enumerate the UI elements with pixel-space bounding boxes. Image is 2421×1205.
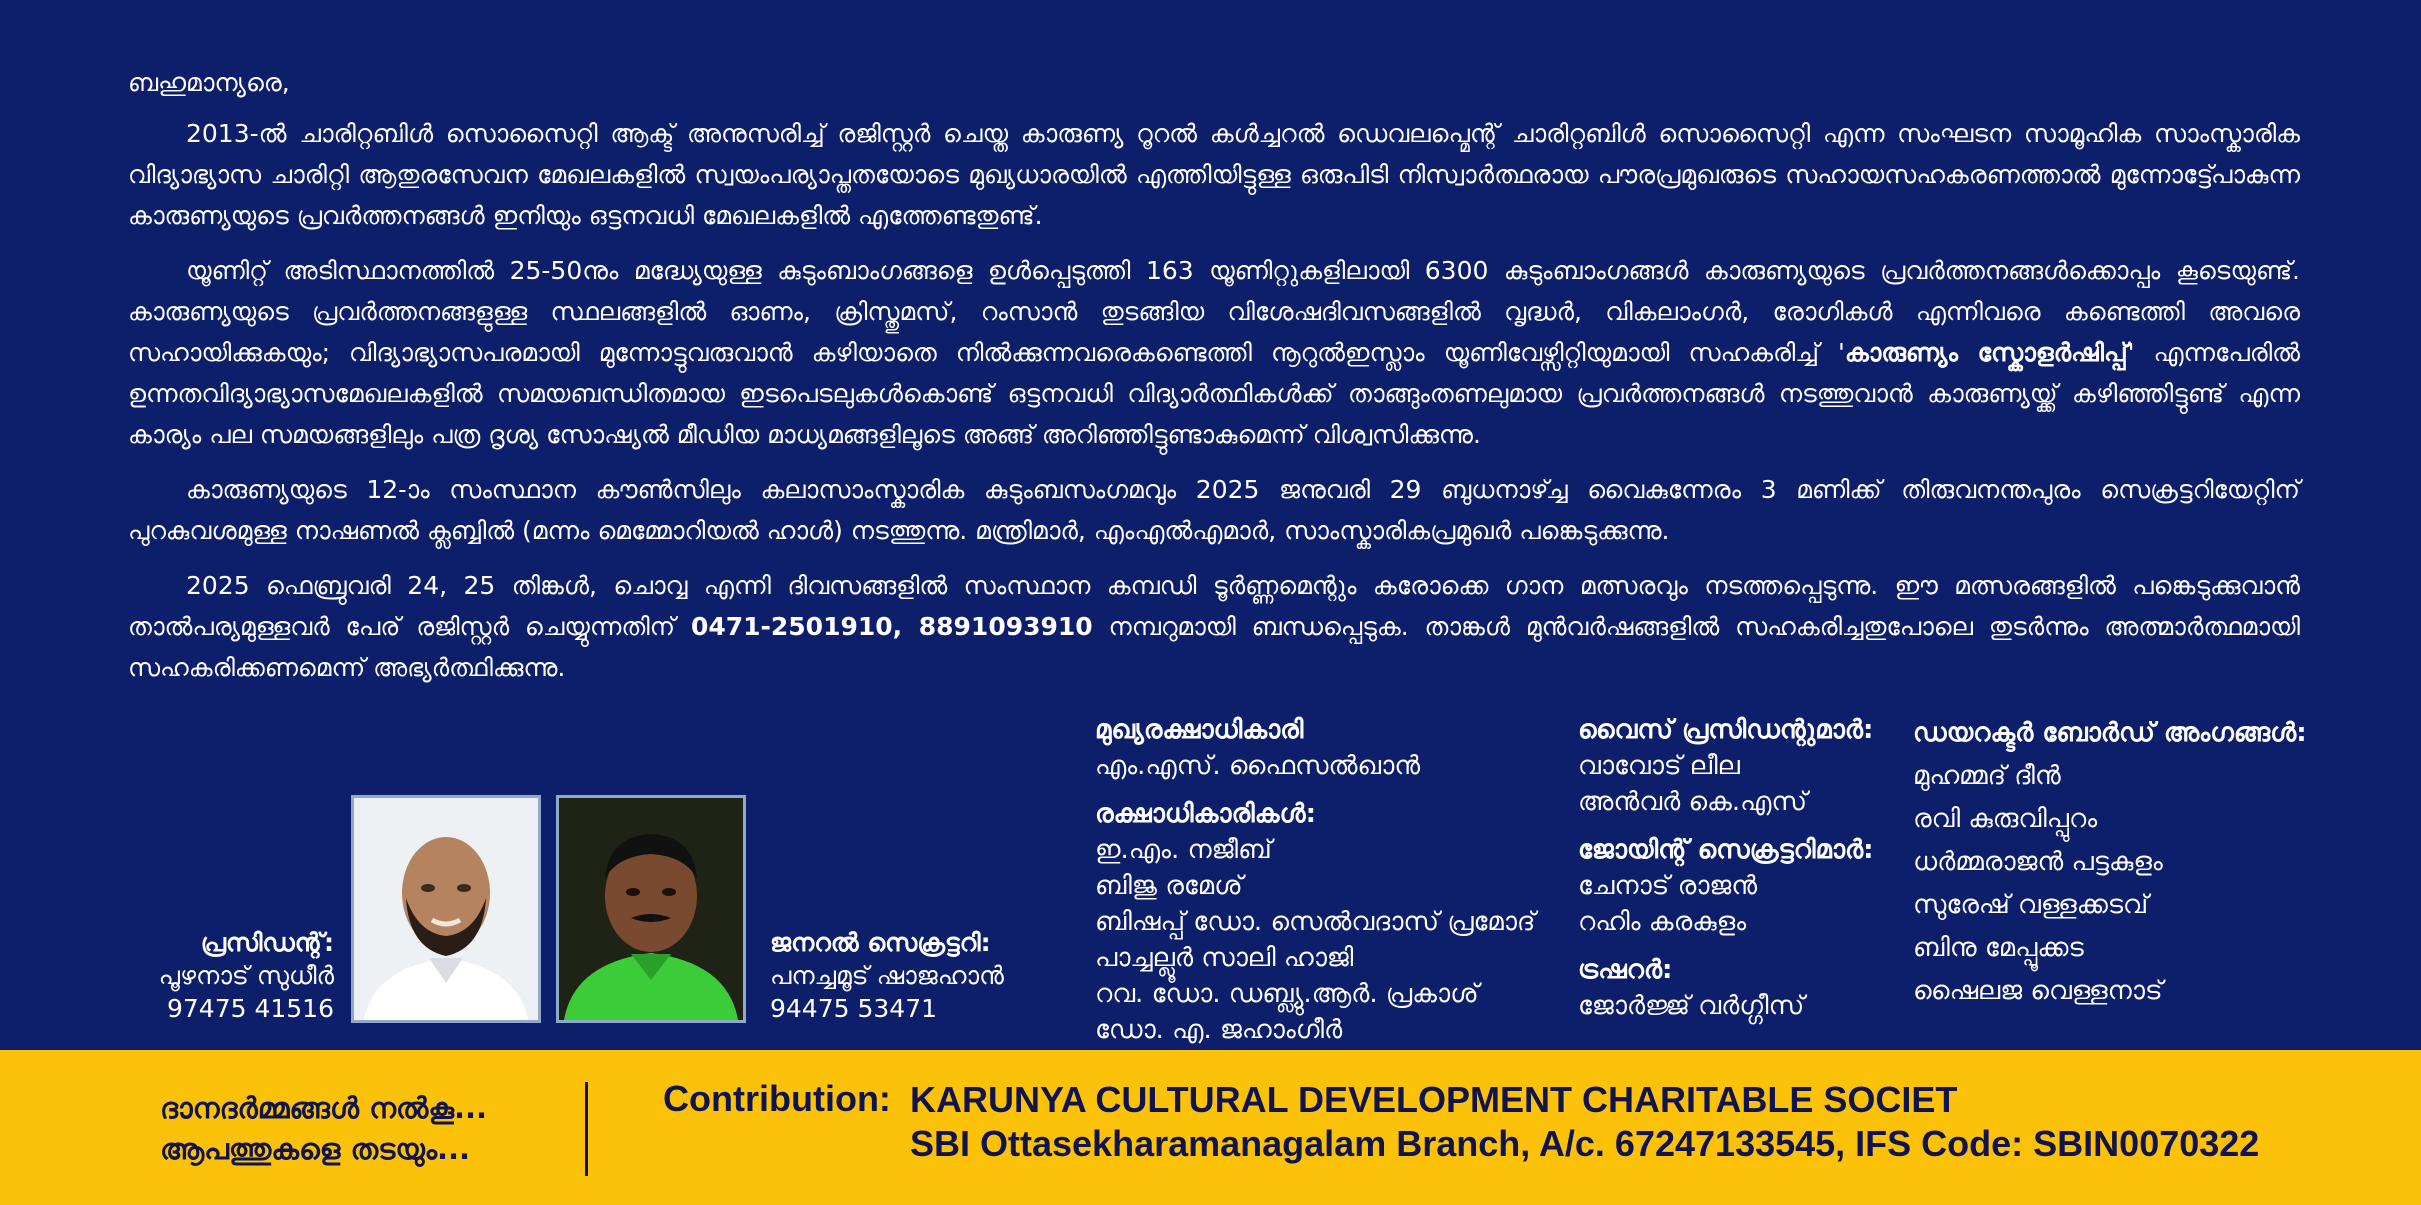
joint-secretary-name: ചേനാട് രാജൻ — [1578, 871, 1758, 901]
patron-name: റവ. ഡോ. ഡബ്ല്യു.ആർ. പ്രകാശ് — [1095, 979, 1479, 1009]
account-name: KARUNYA CULTURAL DEVELOPMENT CHARITABLE SOCIET — [910, 1079, 1958, 1120]
president-phone: 97475 41516 — [166, 994, 334, 1023]
secretary-photo — [556, 795, 746, 1023]
chief-patron-title: മുഖ്യരക്ഷാധികാരി — [1095, 715, 1304, 745]
joint-secretary-name: റഹിം കരകുളം — [1578, 907, 1747, 937]
secretary-name: പനച്ചമൂട് ഷാജഹാൻ — [770, 961, 1004, 990]
president-photo — [351, 795, 541, 1023]
slogan-line-1: ദാനദർമ്മങ്ങൾ നൽകൂ... — [160, 1091, 487, 1125]
president-name: പൂഴനാട് സുധീർ — [158, 961, 334, 990]
vice-presidents-title: വൈസ് പ്രസിഡന്റുമാർ: — [1578, 715, 1874, 745]
officers-column — [1578, 712, 1898, 1024]
board-member-name: സുരേഷ് വള്ളക്കടവ് — [1913, 890, 2149, 920]
patrons-column — [1095, 712, 1555, 1048]
bank-details: SBI Ottasekharamanagalam Branch, A/c. 67247133545, IFS Code: SBIN0070322 — [910, 1123, 2260, 1164]
paragraph-4-text-a: 2025 ഫെബ്രുവരി 24, 25 തിങ്കൾ, ചൊവ്വ എന്നി ദിവസങ്ങളിൽ സംസ്ഥാന കമ്പഡി ടൂർണ്ണമെന്റും കരോക്കെ ഗാന മത്സരവും നടത്തപ്പെടുന്നു. ഈ മത്സരങ്ങളിൽ പങ്കെടുക്കുവാൻ താൽപര്യമുള്ളവർ പേര് രജിസ്റ്റർ ചെയ്യുന്നതിന് — [128, 571, 2300, 641]
board-member-name: ബിനു മേപ്പൂക്കട — [1913, 933, 2084, 963]
contribution-label: Contribution: — [663, 1078, 891, 1119]
secretary-portrait-image — [559, 798, 743, 1020]
joint-secretaries-title: ജോയിന്റ് സെക്രട്ടറിമാർ: — [1578, 835, 1874, 865]
bank-account-info — [910, 1078, 2259, 1166]
board-column — [1913, 712, 2333, 1013]
patron-name: ബിഷപ്പ് ഡോ. സെൽവദാസ് പ്രമോദ് — [1095, 907, 1536, 937]
vice-president-name: വാവോട് ലീല — [1578, 751, 1740, 781]
paragraph-1: 2013-ൽ ചാരിറ്റബിൾ സൊസൈറ്റി ആക്ട് അനുസരിച്ച് രജിസ്റ്റർ ചെയ്ത കാരുണ്യ റൂറൽ കൾച്ചറൽ ഡെവലപ്മെന്റ് ചാരിറ്റബിൾ സൊസൈറ്റി എന്ന സംഘടന സാമൂഹിക സാംസ്കാരിക വിദ്യാഭ്യാസ ചാരിറ്റി ആതുരസേവന മേഖലകളിൽ സ്വയംപര്യാപ്തതയോടെ മുഖ്യധാരയിൽ എത്തിയിട്ടുള്ള ഒരുപിടി നിസ്വാർത്ഥരായ പൗരപ്രമുഖരുടെ സഹായസഹകരണത്താൽ മുന്നോട്ട്പോകുന്ന കാരുണ്യയുടെ പ്രവർത്തനങ്ങൾ ഇനിയും ഒട്ടനവധി മേഖലകളിൽ എത്തേണ്ടതുണ്ട്. — [128, 119, 2300, 230]
patron-name: പാച്ചല്ലൂർ സാലി ഹാജി — [1095, 943, 1354, 973]
contact-numbers: 0471-2501910, 8891093910 — [690, 612, 1093, 641]
paragraph-4 — [128, 565, 2300, 688]
treasurer-name: ജോർജ്ജ് വർഗ്ഗീസ് — [1578, 991, 1805, 1021]
patron-name: ഇ.എം. നജീബ് — [1095, 835, 1272, 865]
president-portrait-image — [354, 798, 538, 1020]
paragraph-3: കാരുണ്യയുടെ 12-ാം സംസ്ഥാന കൗൺസിലും കലാസാംസ്കാരിക കുടുംബസംഗമവും 2025 ജനുവരി 29 ബുധനാഴ്ച്ച വൈകുന്നേരം 3 മണിക്ക് തിരുവനന്തപുരം സെക്രട്ടറിയേറ്റിന് പുറകുവശമുള്ള നാഷണൽ ക്ലബ്ബിൽ (മന്നം മെമ്മോറിയൽ ഹാൾ) നടത്തുന്നു. മന്ത്രിമാർ, എംഎൽഎമാർ, സാംസ്കാരികപ്രമുഖർ പങ്കെടുക്കുന്നു. — [128, 475, 2300, 545]
paragraph-2-text-b: ' എന്നപേരിൽ ഉന്നതവിദ്യാഭ്യാസമേഖലകളിൽ സമയബന്ധിതമായ ഇടപെടലുകൾകൊണ്ട് ഒട്ടനവധി വിദ്യാർത്ഥികൾക്ക് താങ്ങുംതണലുമായ പ്രവർത്തനങ്ങൾ നടത്തുവാൻ കാരുണ്യയ്ക്ക് കഴിഞ്ഞിട്ടുണ്ട് എന്ന കാര്യം പല സമയങ്ങളിലും പത്ര ദൃശ്യ സോഷ്യൽ മീഡിയ മാധ്യമങ്ങളിലൂടെ അങ്ങ് അറിഞ്ഞിട്ടുണ്ടാകുമെന്ന് വിശ്വസിക്കുന്നു. — [128, 338, 2300, 449]
board-member-name: മുഹമ്മദ് ദീൻ — [1913, 761, 2061, 791]
patron-name: ബിജു രമേശ് — [1095, 871, 1243, 901]
secretary-title: ജനറൽ സെക്രട്ടറി: — [770, 928, 991, 957]
patron-name: ഡോ. എ. ജഹാംഗീർ — [1095, 1015, 1343, 1045]
treasurer-title: ട്രഷറർ: — [1578, 955, 1673, 985]
board-member-name: ധർമ്മരാജൻ പട്ടകുളം — [1913, 847, 2163, 877]
footer-band — [0, 1050, 2421, 1205]
vice-president-name: അൻവർ കെ.എസ് — [1578, 787, 1808, 817]
paragraph-2-text-a: യൂണിറ്റ് അടിസ്ഥാനത്തിൽ 25-50നും മദ്ധ്യേയുള്ള കുടുംബാംഗങ്ങളെ ഉൾപ്പെടുത്തി 163 യൂണിറ്റുകളിലായി 6300 കുടുംബാംഗങ്ങൾ കാരുണ്യയുടെ പ്രവർത്തനങ്ങൾക്കൊപ്പം കൂടെയുണ്ട്. കാരുണ്യയുടെ പ്രവർത്തനങ്ങളുള്ള സ്ഥലങ്ങളിൽ ഓണം, ക്രിസ്തുമസ്, റംസാൻ തുടങ്ങിയ വിശേഷദിവസങ്ങളിൽ വൃദ്ധർ, വികലാംഗർ, രോഗികൾ എന്നിവരെ കണ്ടെത്തി അവരെ സഹായിക്കുകയും; വിദ്യാഭ്യാസപരമായി മുന്നോട്ടുവരുവാൻ കഴിയാതെ നിൽക്കുന്നവരെകണ്ടെത്തി നൂറുൽഇസ്ലാം യൂണിവേഴ്സിറ്റിയുമായി സഹകരിച്ച് ' — [128, 256, 2300, 367]
paragraph-4-text-b: നമ്പറുമായി ബന്ധപ്പെടുക. താങ്കൾ മുൻവർഷങ്ങളിൽ സഹകരിച്ചതുപോലെ തുടർന്നും അത്മാർത്ഥമായി സഹകരിക്കണമെന്ന് അഭ്യർത്ഥിക്കുന്നു. — [128, 612, 2300, 682]
footer-divider — [585, 1082, 588, 1176]
secretary-phone: 94475 53471 — [770, 994, 938, 1023]
footer-slogan — [160, 1088, 487, 1170]
scholarship-name: കാരുണ്യം സ്കോളർഷിപ്പ് — [1844, 338, 2128, 367]
board-title: ഡയറക്ടർ ബോർഡ് അംഗങ്ങൾ: — [1913, 718, 2307, 748]
president-block — [128, 926, 334, 1025]
board-member-name: ഷൈലജ വെള്ളനാട് — [1913, 976, 2163, 1006]
secretary-block — [770, 926, 1070, 1025]
slogan-line-2: ആപത്തുകളെ തടയും... — [160, 1132, 471, 1166]
paragraph-2 — [128, 250, 2300, 455]
letter-body — [128, 62, 2300, 702]
chief-patron-name: എം.എസ്. ഫൈസൽഖാൻ — [1095, 751, 1421, 781]
greeting: ബഹുമാന്യരെ, — [128, 68, 290, 97]
president-title: പ്രസിഡന്റ്: — [200, 928, 334, 957]
board-member-name: രവി കുരുവിപ്പുറം — [1913, 804, 2098, 834]
patrons-title: രക്ഷാധികാരികൾ: — [1095, 799, 1316, 829]
